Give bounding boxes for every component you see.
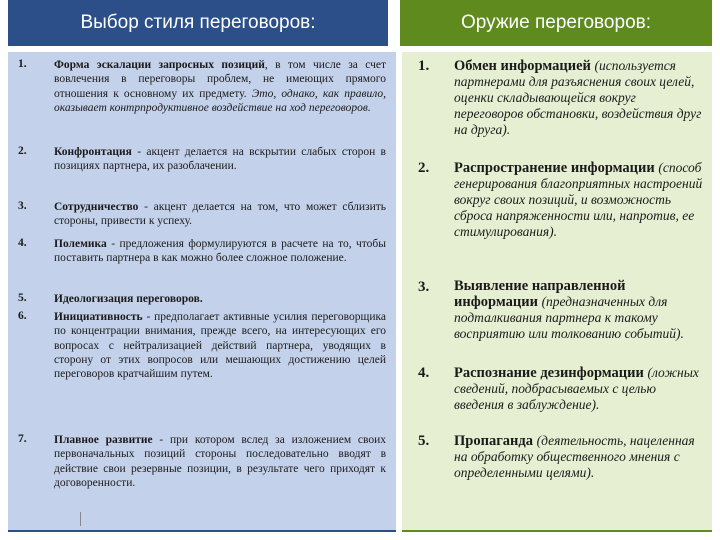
negotiation-weapons-panel: 1. Обмен информацией (используется партнерами для разъяснения своих целей, оценки складывающейся вокруг переговоров обстановки, воздействия друг на друга). 2. Распространение информации (способ генерирования благоприятных настроений вокруг своих позиций, и возможность сброса напряженности или, напротив, ее стимулирования). 3. Выявление направленной информации (предназначенных для подталкивания партнера к такому восприятию или толкованию событий). 4. Распознание дезинформации (ложных сведений, подбрасываемых с целью введения в заблуждение). 5. Пропаганда (деятельность, нацеленная на обработку общественного мнения с определенными целями). xyxy=(402,52,712,532)
right-title: Оружие переговоров: xyxy=(400,0,712,46)
negotiation-styles-panel: 1. Форма эскалации запросных позиций, в том числе за счет вовлечения в переговоры проблем, не имеющих прямого отношения к основному их предмету. Это, однако, как правило, оказывает контрпродуктивное воздействие на ход переговоров. 2. Конфронтация - акцент делается на вскрытии слабых сторон в позициях партнера, их разоблачении. 3. Сотрудничество - акцент делается на том, что может сблизить стороны, привести к успеху. 4. Полемика - предложения формулируются в расчете на то, чтобы поставить партнера в как можно более сложное положение. 5. Идеологизация переговоров. 6. Инициативность - предполагает активные усилия переговорщика по концентрации внимания, прежде всего, на интересующих его вопросах с нейтрализацией действий партнера, уводящих в сторону от этих вопросов или мешающих достижению целей переговоров кратчайшим путем. 7. Плавное развитие - при котором вслед за изложением своих первоначальных позиций стороны последовательно вводят в действие свои резервные позиции, в результате чего приходят к договоренности. xyxy=(8,52,396,532)
divider xyxy=(80,512,81,526)
left-title: Выбор стиля переговоров: xyxy=(8,0,388,46)
